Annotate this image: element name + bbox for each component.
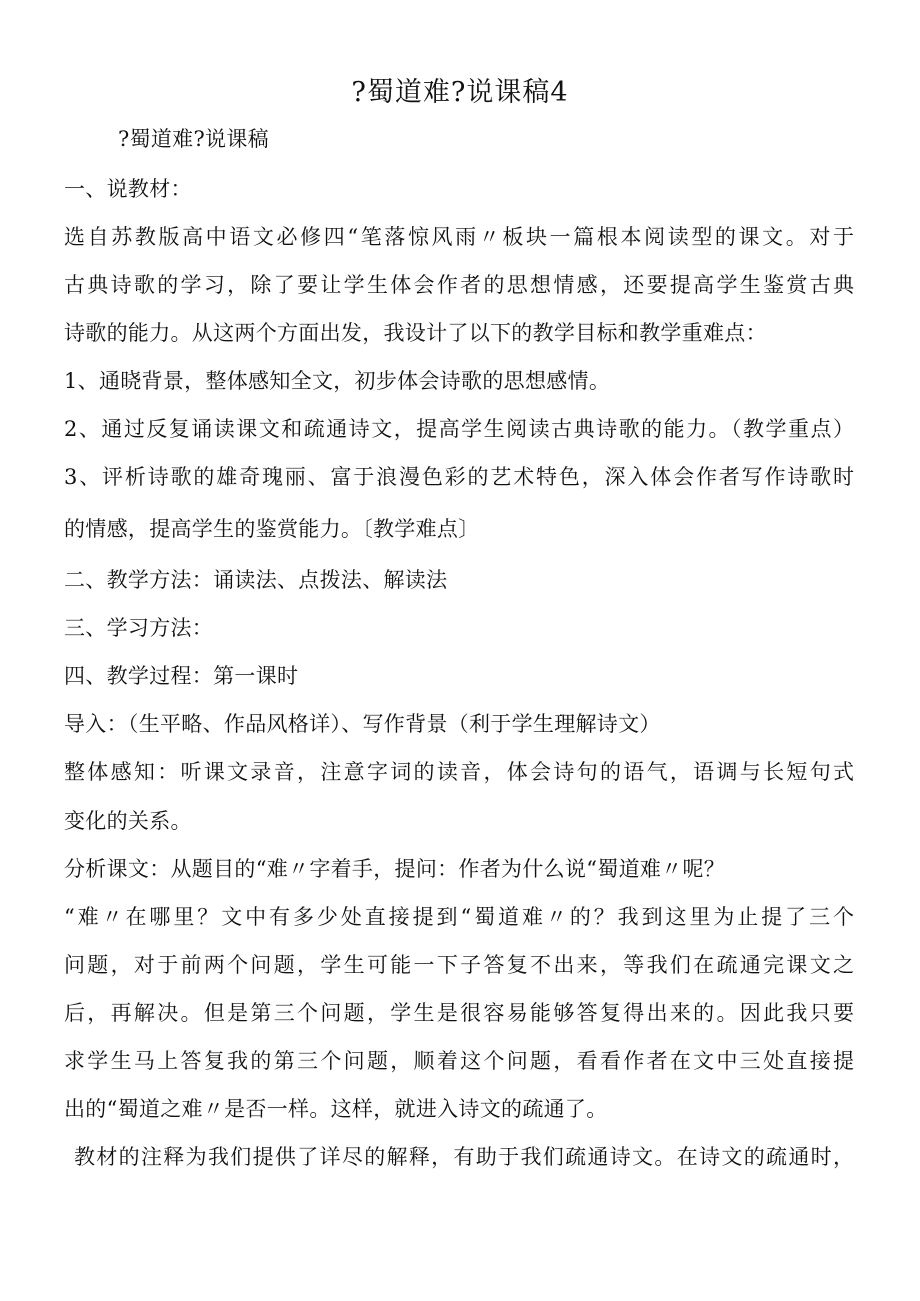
paragraph-line: 三、学习方法： xyxy=(64,616,214,640)
paragraph-line: 诗歌的能力。从这两个方面出发，我设计了以下的教学目标和教学重难点： xyxy=(64,321,767,345)
paragraph-line: 问题，对于前两个问题，学生可能一下子答复不出来，等我们在疏通完课文之 xyxy=(64,953,854,977)
document-subtitle: ?蜀道难?说课稿 xyxy=(118,127,269,151)
document-title: ?蜀道难?说课稿4 xyxy=(351,77,569,108)
paragraph-line: 整体感知：听课文录音，注意字词的读音，体会诗句的语气，语调与长短句式 xyxy=(64,760,854,784)
paragraph-line: 选自苏教版高中语文必修四“笔落惊风雨〃板块一篇根本阅读型的课文。对于 xyxy=(64,225,854,249)
paragraph-line: 3、评析诗歌的雄奇瑰丽、富于浪漫色彩的艺术特色，深入体会作者写作诗歌时 xyxy=(64,465,854,489)
paragraph-line: “难〃在哪里？文中有多少处直接提到“蜀道难〃的？我到这里为止提了三个 xyxy=(64,905,854,929)
paragraph-line: 分析课文：从题目的“难〃字着手，提问：作者为什么说“蜀道难〃呢？ xyxy=(64,857,726,881)
paragraph-line: 的情感，提高学生的鉴赏能力。〔教学难点〕 xyxy=(64,517,480,541)
paragraph-line: 变化的关系。 xyxy=(64,809,192,833)
paragraph-line: 导入：（生平略、作品风格详）、写作背景（利于学生理解诗文） xyxy=(64,712,661,736)
paragraph-line: 教材的注释为我们提供了详尽的解释，有助于我们疏通诗文。在诗文的疏通时， xyxy=(74,1145,854,1169)
paragraph-line: 一、说教材： xyxy=(64,177,192,201)
paragraph-line: 古典诗歌的学习，除了要让学生体会作者的思想情感，还要提高学生鉴赏古典 xyxy=(64,273,854,297)
paragraph-line: 求学生马上答复我的第三个问题，顺着这个问题，看看作者在文中三处直接提 xyxy=(64,1049,854,1073)
paragraph-line: 出的“蜀道之难〃是否一样。这样，就进入诗文的疏通了。 xyxy=(64,1097,608,1121)
paragraph-line: 1、通晓背景，整体感知全文，初步体会诗歌的思想感情。 xyxy=(64,369,611,393)
paragraph-line: 四、教学过程：第一课时 xyxy=(64,664,299,688)
paragraph-line: 后，再解决。但是第三个问题，学生是很容易能够答复得出来的。因此我只要 xyxy=(64,1001,854,1025)
paragraph-line: 2、通过反复诵读课文和疏通诗文，提高学生阅读古典诗歌的能力。（教学重点） xyxy=(64,417,854,441)
paragraph-line: 二、教学方法：诵读法、点拨法、解读法 xyxy=(64,568,448,592)
